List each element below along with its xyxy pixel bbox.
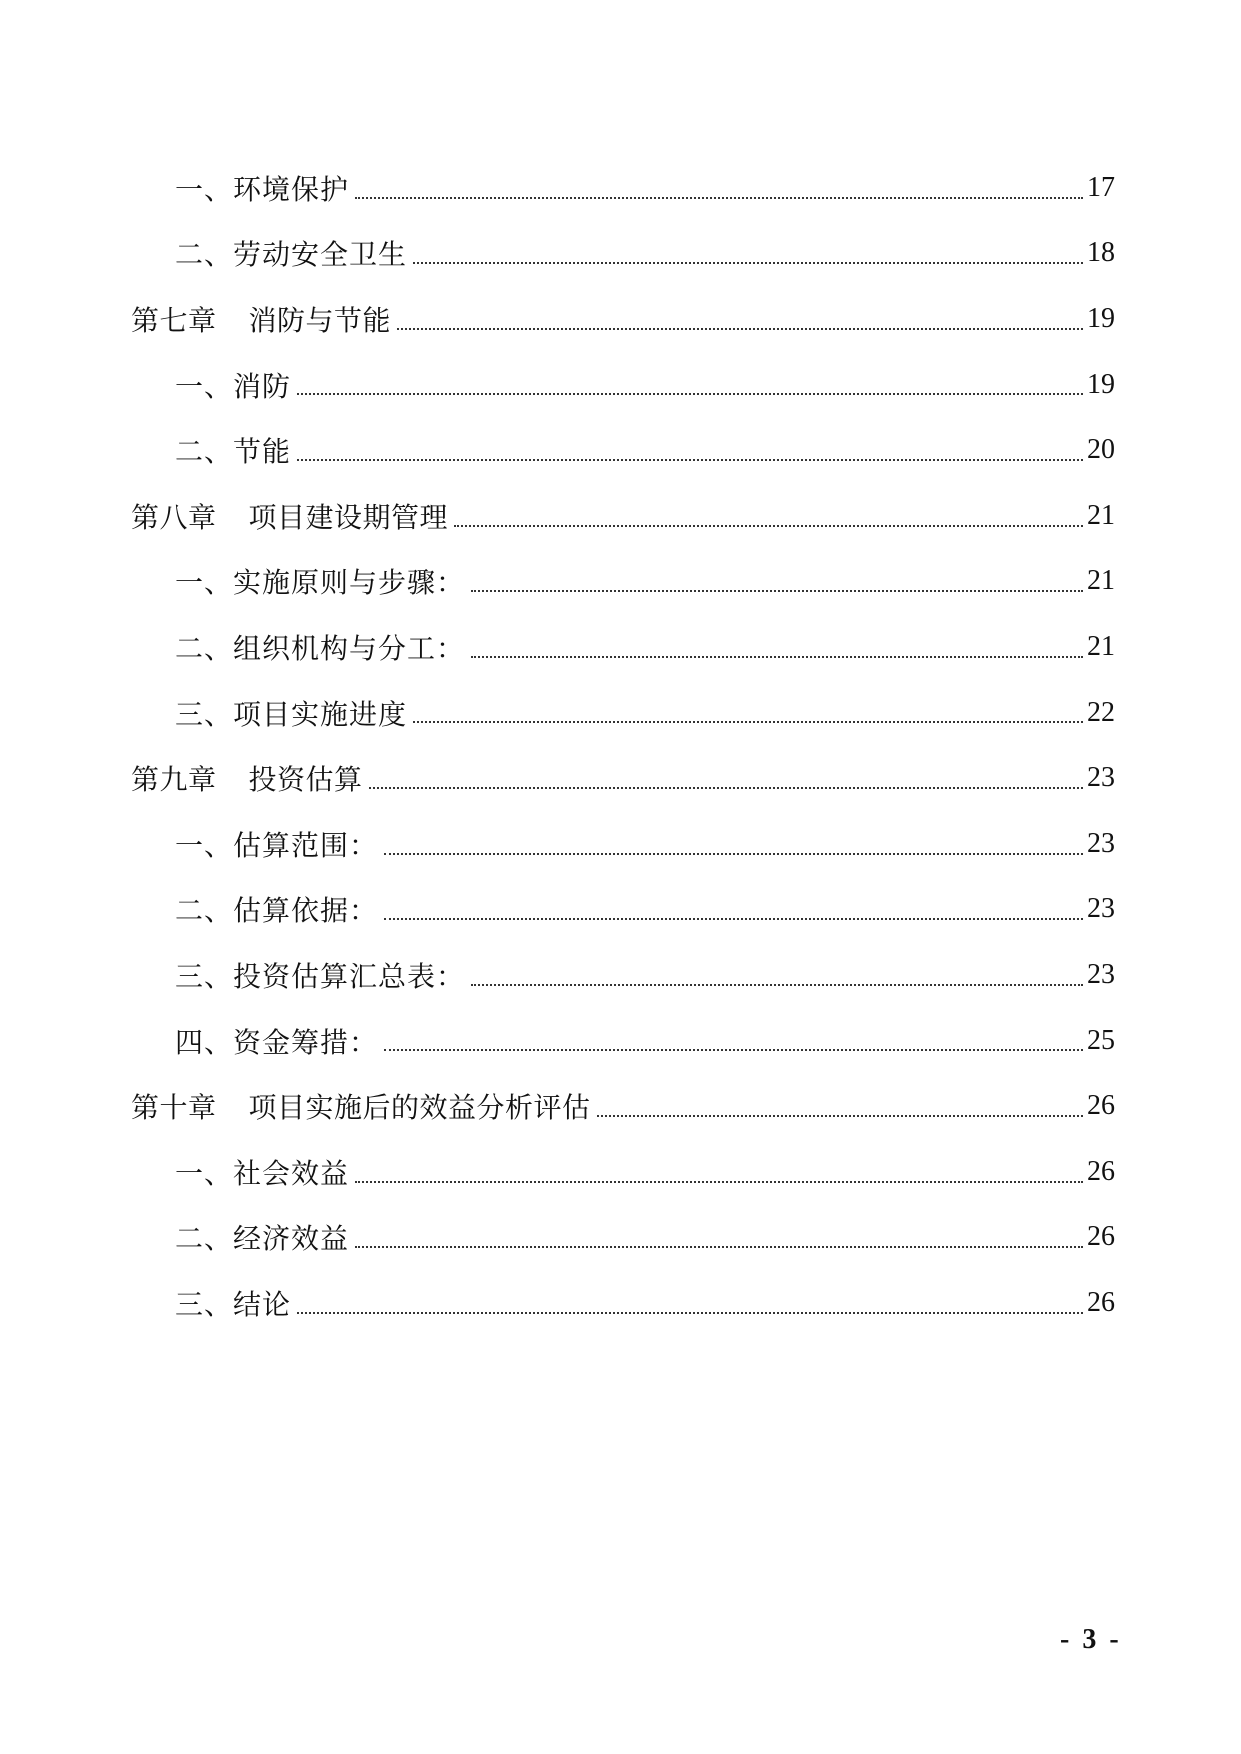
toc-page-number: 23	[1087, 958, 1115, 990]
toc-dot-leader	[397, 328, 1083, 330]
toc-entry-label: 四、资金筹措：	[175, 1025, 379, 1059]
toc-entry-label: 三、投资估算汇总表：	[175, 959, 466, 993]
toc-dot-leader	[369, 787, 1083, 789]
toc-dot-leader	[597, 1115, 1083, 1117]
toc-dot-leader	[384, 918, 1083, 920]
toc-dot-leader	[413, 262, 1083, 264]
toc-entry-label	[131, 299, 393, 339]
toc-dot-leader	[471, 984, 1083, 986]
toc-page-number: 20	[1087, 434, 1115, 466]
toc-page-number: 19	[1087, 368, 1115, 400]
toc-dot-leader	[471, 590, 1083, 592]
toc-entry-label: 二、节能	[175, 435, 292, 469]
toc-entry-label: 三、结论	[175, 1287, 292, 1321]
toc-entry-label: 一、实施原则与步骤：	[175, 566, 466, 600]
toc-section-entry[interactable]	[131, 877, 1115, 943]
toc-page-number: 26	[1087, 1090, 1115, 1122]
toc-entry-label: 二、组织机构与分工：	[175, 631, 466, 665]
toc-entry-label: 二、经济效益	[175, 1222, 350, 1256]
toc-entry-label	[131, 758, 365, 798]
toc-chapter-number: 第八章	[131, 500, 217, 534]
toc-dot-leader	[471, 656, 1083, 658]
toc-dot-leader	[454, 525, 1083, 527]
toc-section-entry[interactable]	[131, 549, 1115, 615]
toc-entry-label: 一、环境保护	[175, 172, 350, 206]
toc-chapter-entry[interactable]	[131, 483, 1115, 549]
toc-section-entry[interactable]	[131, 614, 1115, 680]
toc-section-entry[interactable]	[131, 221, 1115, 287]
toc-entry-label: 二、估算依据：	[175, 894, 379, 928]
toc-page-number: 23	[1087, 762, 1115, 794]
toc-page-number: 23	[1087, 827, 1115, 859]
toc-page-number: 18	[1087, 237, 1115, 269]
toc-page-number: 17	[1087, 171, 1115, 203]
toc-page-number: 26	[1087, 1221, 1115, 1253]
toc-dot-leader	[355, 1246, 1083, 1248]
toc-section-entry[interactable]	[131, 352, 1115, 418]
toc-section-entry[interactable]	[131, 680, 1115, 746]
toc-page-number: 26	[1087, 1286, 1115, 1318]
toc-section-entry[interactable]	[131, 811, 1115, 877]
table-of-contents	[131, 155, 1115, 1336]
toc-page-number: 22	[1087, 696, 1115, 728]
toc-dot-leader	[297, 1312, 1083, 1314]
toc-chapter-title: 消防与节能	[248, 303, 392, 337]
toc-section-entry[interactable]	[131, 1270, 1115, 1336]
toc-chapter-entry[interactable]	[131, 745, 1115, 811]
toc-entry-label: 三、项目实施进度	[175, 697, 408, 731]
toc-page-number: 21	[1087, 630, 1115, 662]
toc-page-number: 26	[1087, 1155, 1115, 1187]
toc-page-number: 25	[1087, 1024, 1115, 1056]
toc-section-entry[interactable]	[131, 1008, 1115, 1074]
toc-dot-leader	[384, 1049, 1083, 1051]
toc-chapter-number: 第七章	[131, 303, 217, 337]
toc-page-number: 19	[1087, 302, 1115, 334]
toc-entry-label: 一、社会效益	[175, 1156, 350, 1190]
page-number: - 3 -	[1060, 1624, 1122, 1655]
toc-page-number: 21	[1087, 565, 1115, 597]
toc-entry-label	[131, 496, 450, 536]
toc-entry-label	[131, 1086, 593, 1126]
toc-chapter-number: 第十章	[131, 1091, 217, 1125]
toc-chapter-title: 投资估算	[248, 763, 363, 797]
toc-chapter-entry[interactable]	[131, 1073, 1115, 1139]
toc-section-entry[interactable]	[131, 942, 1115, 1008]
toc-section-entry[interactable]	[131, 155, 1115, 221]
toc-dot-leader	[297, 459, 1083, 461]
toc-dot-leader	[297, 393, 1083, 395]
toc-chapter-title: 项目实施后的效益分析评估	[248, 1091, 591, 1125]
toc-dot-leader	[355, 1181, 1083, 1183]
toc-entry-label: 二、劳动安全卫生	[175, 238, 408, 272]
toc-section-entry[interactable]	[131, 1139, 1115, 1205]
toc-section-entry[interactable]	[131, 1205, 1115, 1271]
toc-dot-leader	[384, 853, 1083, 855]
toc-page-number: 23	[1087, 893, 1115, 925]
toc-chapter-title: 项目建设期管理	[248, 500, 449, 534]
toc-section-entry[interactable]	[131, 417, 1115, 483]
toc-entry-label: 一、消防	[175, 369, 292, 403]
toc-page-number: 21	[1087, 499, 1115, 531]
toc-dot-leader	[413, 721, 1083, 723]
toc-chapter-entry[interactable]	[131, 286, 1115, 352]
toc-dot-leader	[355, 197, 1083, 199]
toc-entry-label: 一、估算范围：	[175, 828, 379, 862]
toc-chapter-number: 第九章	[131, 763, 217, 797]
